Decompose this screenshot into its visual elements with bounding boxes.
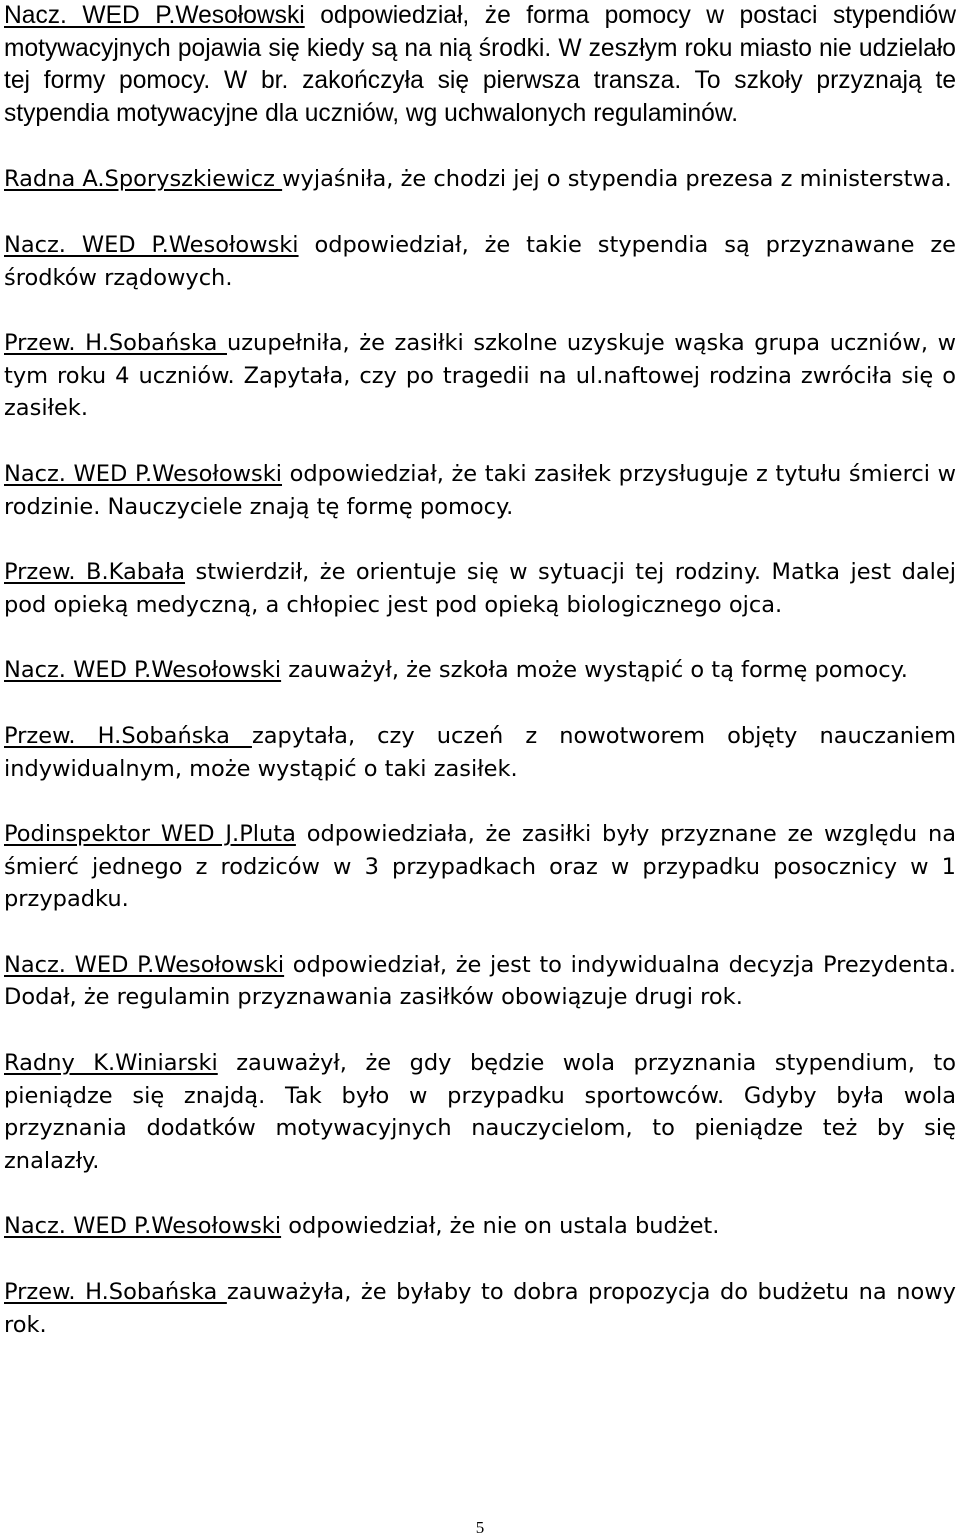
statement-text: odpowiedziała, że zasiłki były przyznane ze względu na śmierć jednego z rodziców w 3 przypadkach oraz w przypadku posocznicy w 1 przypadku. — [4, 821, 956, 913]
speaker-name: Radny K.Winiarski — [4, 1050, 218, 1077]
statement-text: wyjaśniła, że chodzi jej o stypendia prezesa z ministerstwa. — [282, 166, 952, 193]
paragraph-9 — [4, 818, 956, 916]
statement-text: odpowiedział, że jest to indywidualna decyzja Prezydenta. Dodał, że regulamin przyznawania zasiłków obowiązuje drugi rok. — [4, 951, 956, 1011]
document-page — [4, 0, 956, 1374]
speaker-name: Przew. H.Sobańska — [4, 1279, 227, 1306]
speaker-name: Przew. B.Kabała — [4, 559, 186, 586]
speaker-name: Przew. H.Sobańska — [4, 722, 252, 749]
speaker-name: Nacz. WED P.Wesołowski — [4, 951, 285, 978]
speaker-name: Nacz. WED P.Wesołowski — [4, 2, 305, 29]
paragraph-4 — [4, 327, 956, 425]
statement-text: odpowiedział, że taki zasiłek przysługuje z tytułu śmierci w rodzinie. Nauczyciele znają tę formę pomocy. — [4, 460, 956, 520]
speaker-name: Radna A.Sporyszkiewicz — [4, 166, 283, 193]
speaker-name: Nacz. WED P.Wesołowski — [4, 460, 282, 487]
paragraph-10 — [4, 949, 956, 1014]
statement-text: odpowiedział, że nie on ustala budżet. — [281, 1213, 720, 1240]
speaker-name: Podinspektor WED J.Pluta — [4, 821, 296, 848]
statement-text: zauważył, że szkoła może wystąpić o tą formę pomocy. — [281, 657, 908, 684]
statement-text: odpowiedział, że takie stypendia są przyznawane ze środków rządowych. — [4, 231, 956, 291]
statement-text: uzupełniła, że zasiłki szkolne uzyskuje wąska grupa uczniów, w tym roku 4 uczniów. Zapytała, czy po tragedii na ul.naftowej rodzina zwróciła się o zasiłek. — [4, 330, 956, 422]
statement-text: stwierdził, że orientuje się w sytuacji tej rodziny. Matka jest dalej pod opieką medyczną, a chłopiec jest pod opieką biologicznego ojca. — [4, 559, 956, 618]
page-number: 5 — [475, 1518, 485, 1537]
paragraph-2 — [4, 163, 956, 196]
statement-text: odpowiedział, że forma pomocy w postaci stypendiów motywacyjnych pojawia się kiedy są na nią środki. W zeszłym roku miasto nie udzielało tej formy pomocy. W br. zakończyła się pierwsza transza. To szkoły przyznają te stypendia motywacyjne dla uczniów, wg uchwalonych regulaminów. — [4, 2, 956, 127]
statement-text: zauważyła, że byłaby to dobra propozycja do budżetu na nowy rok. — [4, 1279, 956, 1338]
paragraph-7 — [4, 654, 956, 687]
speaker-name: Przew. H.Sobańska — [4, 330, 227, 357]
statement-text: zapytała, czy uczeń z nowotworem objęty nauczaniem indywidualnym, może wystąpić o taki zasiłek. — [4, 722, 956, 782]
paragraph-1 — [4, 0, 956, 130]
paragraph-6 — [4, 556, 956, 621]
paragraph-11 — [4, 1047, 956, 1177]
paragraph-12 — [4, 1210, 956, 1243]
speaker-name: Nacz. WED P.Wesołowski — [4, 231, 299, 258]
statement-text: zauważył, że gdy będzie wola przyznania stypendium, to pieniądze się znajdą. Tak było w przypadku sportowców. Gdyby była wola przyznania dodatków motywacyjnych nauczycielom, to pieniądze też by się znalazły. — [4, 1050, 956, 1174]
speaker-name: Nacz. WED P.Wesołowski — [4, 657, 282, 684]
paragraph-8 — [4, 720, 956, 785]
speaker-name: Nacz. WED P.Wesołowski — [4, 1213, 282, 1240]
paragraph-13 — [4, 1276, 956, 1341]
paragraph-5 — [4, 458, 956, 523]
paragraph-3 — [4, 229, 956, 294]
